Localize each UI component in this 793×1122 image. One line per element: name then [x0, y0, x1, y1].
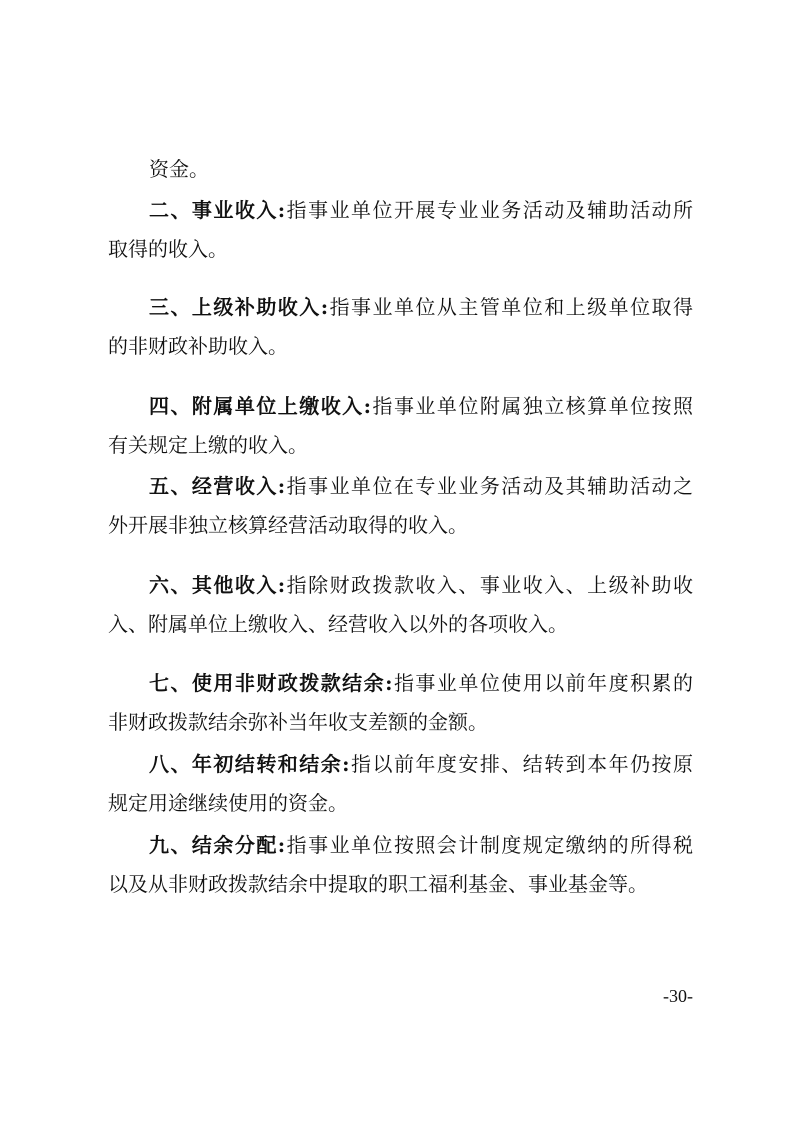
paragraph-line-1: [108, 288, 693, 327]
paragraph-line-1: [108, 826, 693, 865]
term-label: 二、事业收入:: [149, 198, 286, 222]
paragraph-line-2: 规定用途继续使用的资金。: [108, 791, 348, 815]
paragraph-line-2: 有关规定上缴的收入。: [108, 433, 308, 457]
paragraph-line-2: 取得的收入。: [108, 237, 228, 261]
definition-text: 指事业单位开展专业业务活动及辅助活动所: [285, 198, 693, 222]
term-label: 四、附属单位上缴收入:: [149, 394, 372, 418]
paragraph-line-1: [108, 745, 693, 784]
definition-item-3: [108, 288, 693, 366]
paragraph-line-2: 外开展非独立核算经营活动取得的收入。: [108, 513, 468, 537]
intro-paragraph: [108, 150, 693, 189]
definition-item-7: [108, 664, 693, 742]
definition-item-2: [108, 191, 693, 269]
term-label: 七、使用非财政拨款结余:: [149, 671, 393, 695]
definition-item-6: [108, 566, 693, 644]
definition-text: 指以前年度安排、结转到本年仍按原: [349, 752, 693, 776]
term-label: 九、结余分配:: [149, 833, 286, 857]
term-label: 八、年初结转和结余:: [149, 752, 350, 776]
page-number: -30-: [663, 986, 693, 1006]
paragraph-line-1: [108, 387, 693, 426]
definition-item-5: [108, 467, 693, 545]
definition-text: 指除财政拨款收入、事业收入、上级补助收: [285, 573, 693, 597]
definition-text: 指事业单位附属独立核算单位按照: [371, 394, 693, 418]
definition-text: 指事业单位在专业业务活动及其辅助活动之: [285, 474, 693, 498]
term-label: 三、上级补助收入:: [149, 295, 329, 319]
term-label: 六、其他收入:: [149, 573, 286, 597]
paragraph-line-1: [108, 191, 693, 230]
paragraph-line-1: [108, 566, 693, 605]
definition-item-9: [108, 826, 693, 904]
definition-text: 指事业单位使用以前年度积累的: [392, 671, 694, 695]
paragraph-line-2: 以及从非财政拨款结余中提取的职工福利基金、事业基金等。: [108, 872, 648, 896]
definition-text: 指事业单位按照会计制度规定缴纳的所得税: [285, 833, 693, 857]
paragraph-line-2: 的非财政补助收入。: [108, 334, 288, 358]
paragraph-line-1: [108, 664, 693, 703]
paragraph-line-2: 非财政拨款结余弥补当年收支差额的金额。: [108, 710, 488, 734]
definition-item-4: [108, 387, 693, 465]
paragraph-line-2: 入、附属单位上缴收入、经营收入以外的各项收入。: [108, 612, 568, 636]
paragraph-line-1: [108, 467, 693, 506]
definition-text: 指事业单位从主管单位和上级单位取得: [328, 295, 694, 319]
definition-item-8: [108, 745, 693, 823]
paragraph-text: 资金。: [149, 157, 209, 181]
term-label: 五、经营收入:: [149, 474, 286, 498]
